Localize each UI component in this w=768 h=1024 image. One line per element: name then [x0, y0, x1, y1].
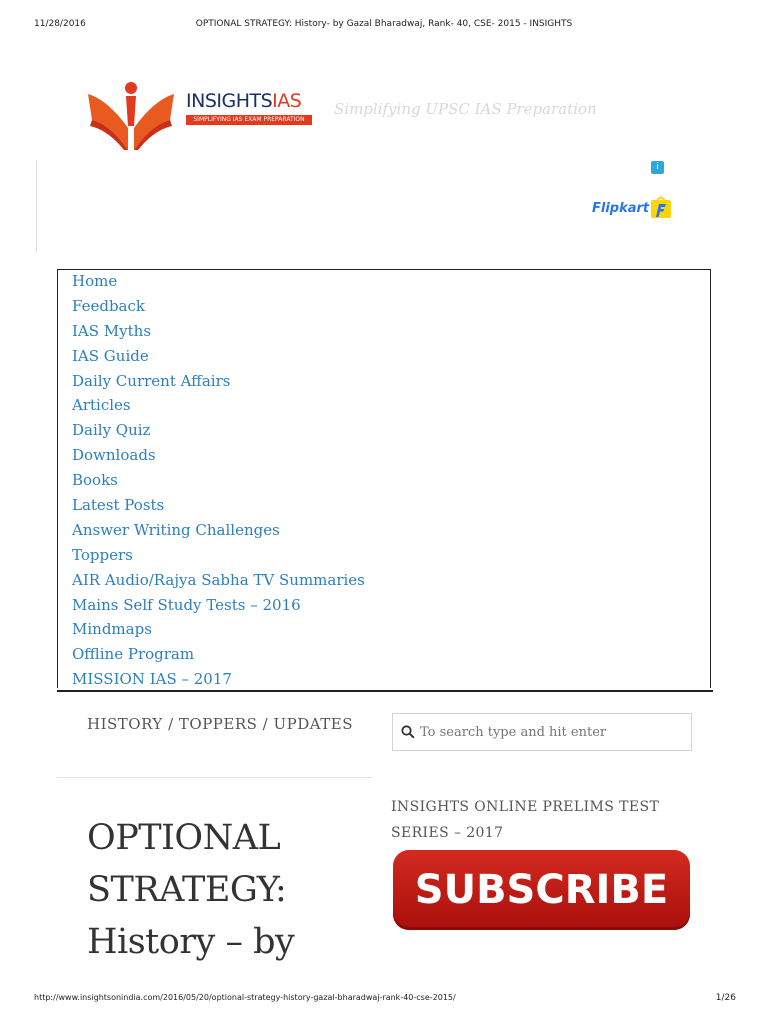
- menu-item-downloads[interactable]: Downloads: [72, 446, 156, 465]
- menu-item-mindmaps[interactable]: Mindmaps: [72, 620, 152, 639]
- menu-item-answer-writing[interactable]: Answer Writing Challenges: [72, 520, 280, 539]
- logo-wordmark: INSIGHTSIAS: [186, 90, 302, 112]
- search-box[interactable]: [392, 713, 692, 751]
- divider: [36, 160, 37, 252]
- menu-item-mains-tests[interactable]: Mains Self Study Tests – 2016: [72, 595, 301, 614]
- menu-item-feedback[interactable]: Feedback: [72, 296, 145, 315]
- menu-bottom-border: [57, 690, 713, 692]
- menu-item-ias-guide[interactable]: IAS Guide: [72, 346, 149, 365]
- menu-item-offline-program[interactable]: Offline Program: [72, 645, 195, 664]
- search-input[interactable]: [420, 725, 680, 740]
- menu-item-books[interactable]: Books: [72, 471, 118, 490]
- menu-item-latest-posts[interactable]: Latest Posts: [72, 496, 165, 515]
- menu-item-home[interactable]: Home: [72, 272, 118, 290]
- logo-banner: SIMPLIFYING IAS EXAM PREPARATION: [186, 115, 312, 125]
- menu-item-mission-ias[interactable]: MISSION IAS – 2017: [72, 670, 232, 689]
- subscribe-button[interactable]: [393, 850, 690, 930]
- menu-item-air-audio[interactable]: AIR Audio/Rajya Sabha TV Summaries: [72, 570, 365, 589]
- print-page-title: OPTIONAL STRATEGY: History- by Gazal Bharadwaj, Rank- 40, CSE- 2015 - INSIGHTS: [195, 19, 573, 29]
- flipkart-ad-link[interactable]: Flipkart: [592, 201, 650, 216]
- flipkart-bag-icon[interactable]: [650, 195, 672, 219]
- post-categories[interactable]: HISTORY / TOPPERS / UPDATES: [87, 715, 354, 733]
- site-tagline: Simplifying UPSC IAS Preparation: [334, 100, 597, 118]
- menu-item-toppers[interactable]: Toppers: [72, 545, 133, 564]
- widget-title: INSIGHTS ONLINE PRELIMS TEST SERIES – 2017: [391, 799, 660, 841]
- print-url: http://www.insightsonindia.com/2016/05/20/optional-strategy-history-gazal-bharadwaj-rank-40-cse-2015/: [34, 993, 456, 1002]
- menu-item-daily-quiz[interactable]: Daily Quiz: [72, 421, 151, 440]
- search-icon: [401, 725, 415, 739]
- menu-item-ias-myths[interactable]: IAS Myths: [72, 321, 152, 340]
- divider: [57, 777, 372, 778]
- print-date: 11/28/2016: [34, 19, 86, 29]
- main-navigation-menu: [57, 269, 711, 688]
- menu-item-articles[interactable]: Articles: [72, 396, 131, 415]
- article-title: OPTIONAL STRATEGY: History – by: [87, 818, 295, 962]
- print-page-number: 1/26: [715, 993, 736, 1003]
- subscribe-label: SUBSCRIBE: [414, 867, 669, 913]
- menu-item-daily-current-affairs[interactable]: Daily Current Affairs: [72, 371, 231, 390]
- ad-info-icon[interactable]: i: [651, 161, 664, 174]
